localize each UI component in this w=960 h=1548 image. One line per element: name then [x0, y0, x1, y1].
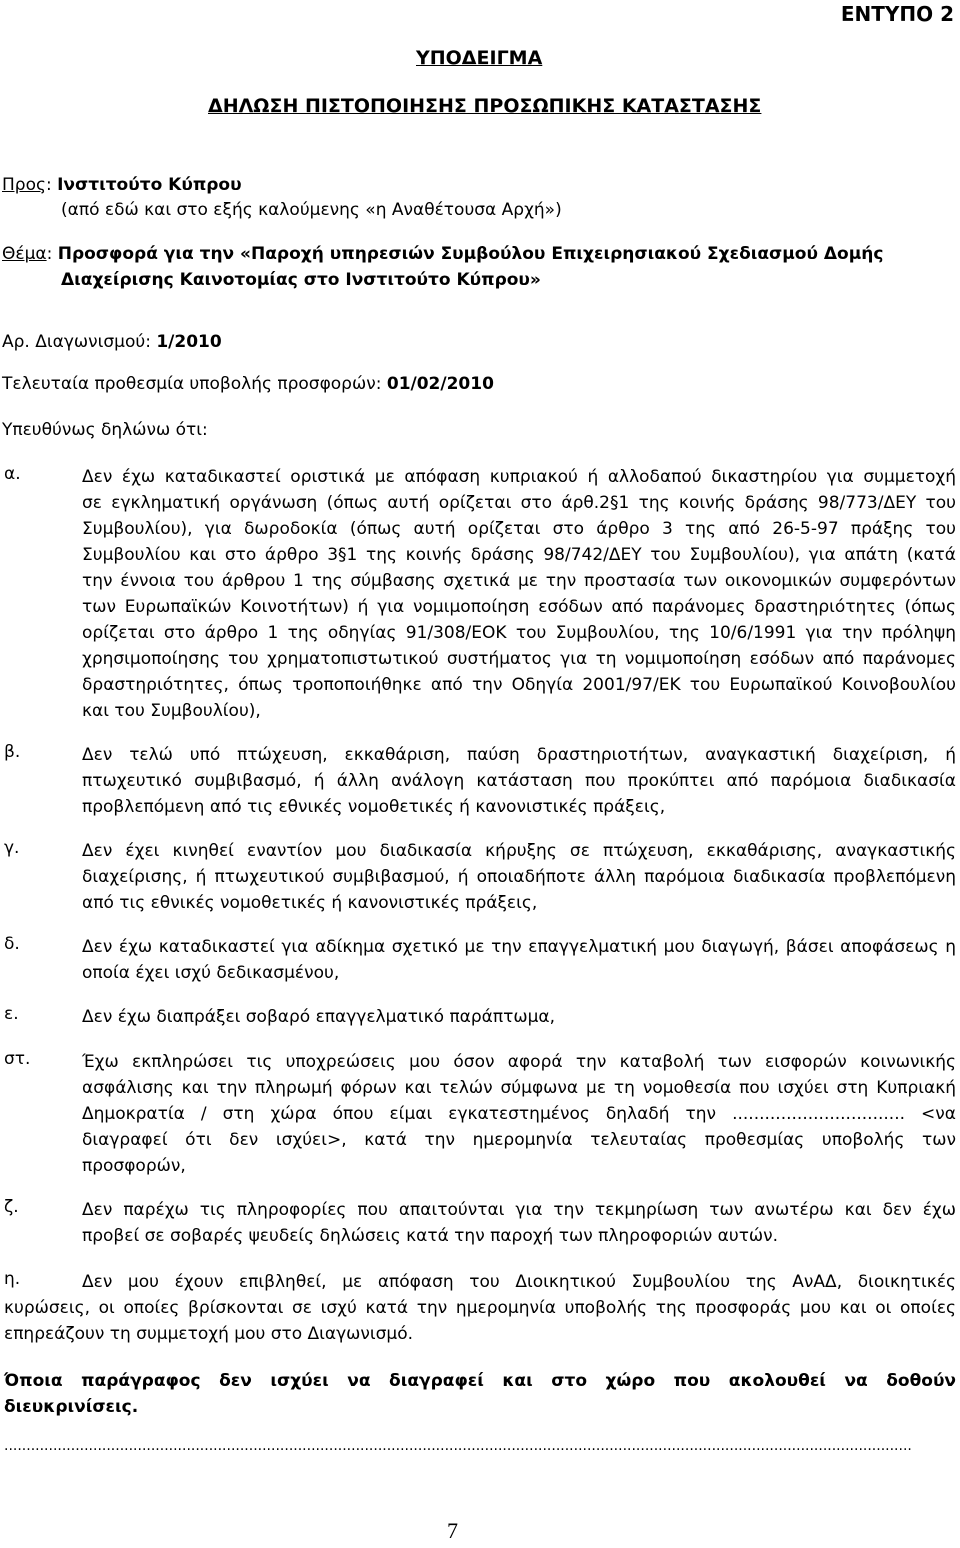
subject-line-2: Διαχείρισης Καινοτομίας στο Ινστιτούτο Κύπρου» [61, 270, 541, 290]
subject-line-1: Προσφορά για την «Παροχή υπηρεσιών Συμβούλου Επιχειρησιακού Σχεδιασμού Δομής [57, 244, 884, 264]
declaration-intro: Υπευθύνως δηλώνω ότι: [2, 420, 208, 440]
item-marker: η. [4, 1269, 21, 1289]
deadline-field: Τελευταία προθεσμία υποβολής προσφορών: 01/02/2010 [2, 374, 494, 394]
item-line: οποία έχει ισχύ δεδικασμένου, [82, 963, 340, 983]
item-marker: β. [4, 742, 21, 762]
item-line: Δεν έχω καταδικαστεί για αδίκημα σχετικό με την επαγγελματική μου διαγωγή, βάσει αποφάσεως η [82, 937, 956, 957]
item-line: χρησιμοποίησης του χρηματοπιστωτικού συστήματος για τη νομιμοποίηση εσόδων από παράνομες [82, 649, 956, 669]
item-marker: γ. [4, 838, 20, 858]
to-label: Προς [2, 175, 46, 195]
item-line: των Ευρωπαϊκών Κοινοτήτων) ή για νομιμοποίηση εσόδων από παράνομες δραστηριότητες (όπως [82, 597, 956, 617]
to-value: Ινστιτούτο Κύπρου [57, 175, 242, 195]
item-line: Δημοκρατία / στη χώρα όπου είμαι εγκατεστημένος δηλαδή την ................................ <να [82, 1104, 956, 1124]
to-note: (από εδώ και στο εξής καλούμενης «η Αναθέτουσα Αρχή») [61, 200, 562, 220]
competition-label: Αρ. Διαγωνισμού [2, 332, 146, 352]
item-line: διαχείρισης, ή πτωχευτικού συμβιβασμού, ή οποιαδήποτε άλλη παρόμοια διαδικασία προβλεπόμενη [82, 867, 956, 887]
item-line: σε εγκληματική οργάνωση (όπως αυτή ορίζεται στο άρθ.2§1 της κοινής δράσης 98/773/ΔΕΥ του [82, 493, 956, 513]
item-line: Συμβουλίου και στο άρθρο 3§1 της κοινής δράσης 98/742/ΔΕΥ του Συμβουλίου), για απάτη (κατά [82, 545, 956, 565]
document-subtitle: ΔΗΛΩΣΗ ΠΙΣΤΟΠΟΙΗΣΗΣ ΠΡΟΣΩΠΙΚΗΣ ΚΑΤΑΣΤΑΣΗΣ [208, 95, 762, 117]
competition-field: Αρ. Διαγωνισμού: 1/2010 [2, 332, 222, 352]
item-marker: στ. [4, 1049, 31, 1069]
item-line: Συμβουλίου), για δωροδοκία (όπως αυτή ορίζεται στο άρθρο 3 της από 26-5-97 πράξης του [82, 519, 956, 539]
item-line: από τις εθνικές νομοθετικές ή κανονιστικές πράξεις, [82, 893, 538, 913]
item-line: Δεν έχω διαπράξει σοβαρό επαγγελματικό παράπτωμα, [82, 1007, 556, 1027]
item-line: ορίζεται στο άρθρο 1 της οδηγίας 91/308/ΕΟΚ του Συμβουλίου, της 10/6/1991 για την πρόληψη [82, 623, 956, 643]
item-marker: ζ. [4, 1197, 19, 1217]
subject-label: Θέμα [2, 244, 47, 264]
competition-value: 1/2010 [156, 332, 222, 352]
page-number: 7 [447, 1518, 458, 1543]
item-line: προβεί σε σοβαρές ψευδείς δηλώσεις κατά την παροχή των πληροφοριών αυτών. [82, 1226, 779, 1246]
item-line: προσφορών, [82, 1156, 186, 1176]
to-field: Προς: Ινστιτούτο Κύπρου [2, 175, 242, 195]
dotted-line: ............................................................................................................................................................................................................ [4, 1438, 912, 1454]
item-line: Δεν τελώ υπό πτώχευση, εκκαθάριση, παύση δραστηριοτήτων, αναγκαστική διαχείριση, ή [82, 745, 956, 765]
item-line: Δεν παρέχω τις πληροφορίες που απαιτούνται για την τεκμηρίωση των ανωτέρω και δεν έχω [82, 1200, 956, 1220]
item-line: δραστηριότητες, όπως τροποποιήθηκε από την Οδηγία 2001/97/ΕΚ του Ευρωπαϊκού Κοινοβουλίου [82, 675, 956, 695]
document-title: ΥΠΟΔΕΙΓΜΑ [416, 47, 543, 69]
item-line: κυρώσεις, οι οποίες βρίσκονται σε ισχύ κατά την ημερομηνία υποβολής της προσφοράς μου και οι οποίες [4, 1298, 956, 1318]
item-line: και του Συμβουλίου), [82, 701, 261, 721]
item-marker: α. [4, 464, 21, 484]
item-line: Δεν έχω καταδικαστεί οριστικά με απόφαση κυπριακού ή αλλοδαπού δικαστηρίου για συμμετοχή [82, 467, 956, 487]
note-line: διευκρινίσεις. [4, 1397, 139, 1417]
item-line: προβλεπόμενη από τις εθνικές νομοθετικές ή κανονιστικές πράξεις, [82, 797, 666, 817]
item-line: Έχω εκπληρώσει τις υποχρεώσεις μου όσον αφορά την καταβολή των εισφορών κοινωνικής [82, 1052, 956, 1072]
item-marker: ε. [4, 1004, 19, 1024]
item-line: επηρεάζουν τη συμμετοχή μου στο Διαγωνισμό. [4, 1324, 414, 1344]
item-line: Δεν μου έχουν επιβληθεί, με απόφαση του Διοικητικού Συμβουλίου της ΑνΑΔ, διοικητικές [82, 1272, 956, 1292]
item-line: Δεν έχει κινηθεί εναντίον μου διαδικασία κήρυξης σε πτώχευση, εκκαθάρισης, αναγκαστικής [82, 841, 956, 861]
item-line: πτωχευτικό συμβιβασμό, ή άλλη ανάλογη κατάσταση που προκύπτει από παρόμοια διαδικασία [82, 771, 956, 791]
item-line: ασφάλισης και την πληρωμή φόρων και τελών σύμφωνα με τη νομοθεσία που ισχύει στη Κυπριακή [82, 1078, 956, 1098]
subject-field: Θέμα: Προσφορά για την «Παροχή υπηρεσιών Συμβούλου Επιχειρησιακού Σχεδιασμού Δομής [2, 244, 884, 264]
deadline-label: Τελευταία προθεσμία υποβολής προσφορών [2, 374, 376, 394]
item-line: διαγραφεί ότι δεν ισχύει>, κατά την ημερομηνία τελευταίας προθεσμίας υποβολής των [82, 1130, 956, 1150]
item-marker: δ. [4, 934, 20, 954]
item-line: την έννοια του άρθρου 1 της σύμβασης σχετικά με την προστασία των οικονομικών συμφερόντων [82, 571, 956, 591]
deadline-value: 01/02/2010 [386, 374, 494, 394]
note-line: Όποια παράγραφος δεν ισχύει να διαγραφεί και στο χώρο που ακολουθεί να δοθούν [4, 1371, 956, 1391]
form-label: ΕΝΤΥΠΟ 2 [840, 2, 954, 26]
